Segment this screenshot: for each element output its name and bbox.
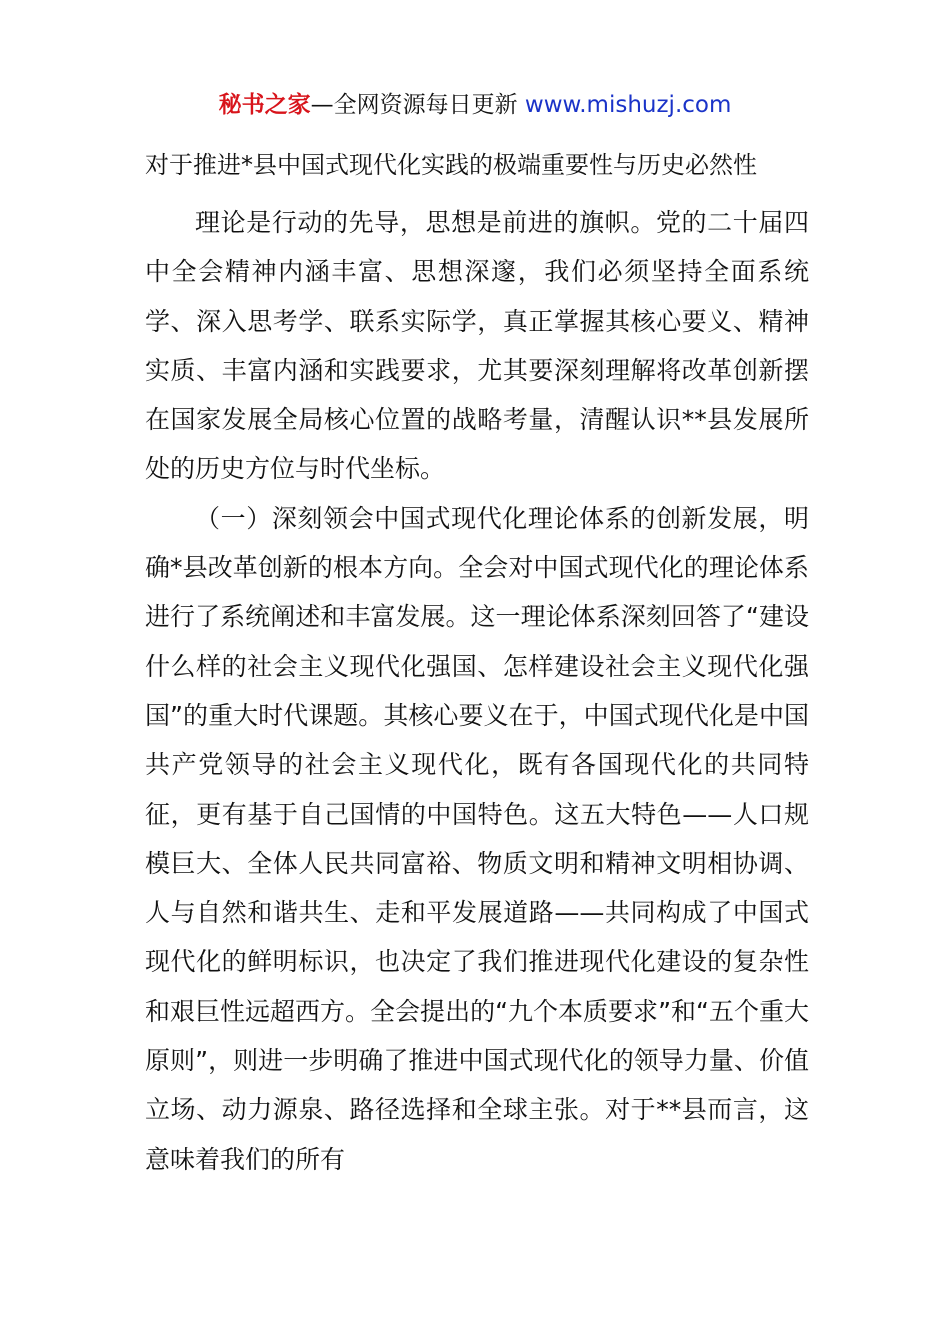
- paragraph-section-1: （一）深刻领会中国式现代化理论体系的创新发展，明确*县改革创新的根本方向。全会对中国式现代化的理论体系进行了系统阐述和丰富发展。这一理论体系深刻回答了“建设什么样的社会主义现代化强国、怎样建设社会主义现代化强国”的重大时代课题。其核心要义在于，中国式现代化是中国共产党领导的社会主义现代化，既有各国现代化的共同特征，更有基于自己国情的中国特色。这五大特色——人口规模巨大、全体人民共同富裕、物质文明和精神文明相协调、人与自然和谐共生、走和平发展道路——共同构成了中国式现代化的鲜明标识，也决定了我们推进现代化建设的复杂性和艰巨性远超西方。全会提出的“九个本质要求”和“五个重大原则”，则进一步明确了推进中国式现代化的领导力量、价值立场、动力源泉、路径选择和全球主张。对于**县而言，这意味着我们的所有: [145, 503, 809, 1174]
- site-header: [0, 88, 950, 122]
- document-body: [145, 198, 809, 1184]
- paragraph-intro: 理论是行动的先导，思想是前进的旗帜。党的二十届四中全会精神内涵丰富、思想深邃，我们必须坚持全面系统学、深入思考学、联系实际学，真正掌握其核心要义、精神实质、丰富内涵和实践要求，尤其要深刻理解将改革创新摆在国家发展全局核心位置的战略考量，清醒认识**县发展所处的历史方位与时代坐标。: [145, 208, 809, 484]
- document-title: 对于推进*县中国式现代化实践的极端重要性与历史必然性: [145, 151, 757, 179]
- site-url-link[interactable]: www.mishuzj.com: [524, 92, 732, 118]
- header-slogan: —全网资源每日更新: [310, 92, 518, 118]
- brand-name: 秘书之家: [218, 92, 311, 118]
